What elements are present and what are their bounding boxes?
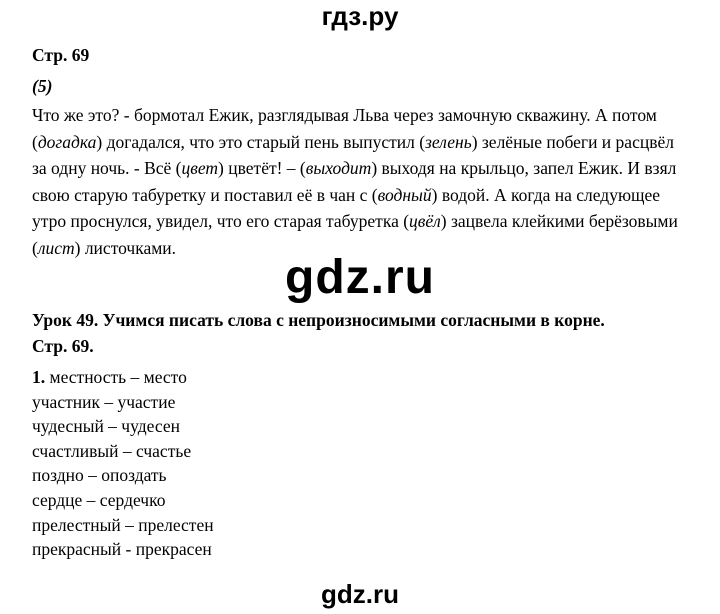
paragraph-text: ) догадался, что это старый пень выпустил ( [96,131,426,152]
exercise-paragraph [32,102,692,261]
hint-word: лист [37,237,75,258]
paragraph-text: ) выходя на крыльцо, запел Ежик. И взял свою старую табуретку и поставил её в чан с ( [32,158,677,205]
paragraph-text: ) листочками. [74,237,177,258]
hint-word: цвет [181,158,219,178]
paragraph-text: Что же это? - бормотал Ежик, разглядывая Льва через замочную скважину. А потом ( [32,105,657,152]
hint-word: водный [377,184,432,205]
lesson-page-label: Стр. 69. [32,336,94,356]
hint-word: догадка [37,131,97,152]
lesson-heading [32,307,712,359]
paragraph-text: ) зацвела клейкими берёзовыми ( [32,211,678,258]
list-item: поздно – опоздать [32,465,167,486]
list-item: прелестный – прелестен [32,514,214,535]
lesson-title: Урок 49. Учимся писать слова с непроизносимыми согласными в корне. [32,310,605,330]
watermark-middle: gdz.ru [285,251,435,304]
list-item: сердце – сердечко [32,489,166,510]
paragraph-text: ) водой. А когда на следующее утро проснулся, увидел, что его старая табуретка ( [32,184,661,231]
list-item: чудесный – чудесен [32,416,180,437]
hint-word: цвёл [409,211,441,231]
task-1-list [32,365,214,562]
watermark-bottom: gdz.ru [321,579,399,609]
exercise-number: (5) [32,76,53,96]
list-item: участник – участие [32,391,176,412]
list-item [32,365,214,390]
paragraph-text: ) цветёт! – ( [218,158,306,178]
hint-word: зелень [425,131,472,152]
list-item: прекрасный - прекрасен [32,539,212,560]
task-number: 1. [32,367,46,387]
watermark-top: гдз.ру [321,1,399,31]
hint-word: выходит [305,158,372,178]
list-item: счастливый – счастье [32,440,192,461]
paragraph-text: ) зелёные побеги и расцвёл за одну ночь. - Всё ( [32,131,674,178]
page-label: Стр. 69 [32,45,90,65]
word-pair: местность – место [49,367,187,387]
